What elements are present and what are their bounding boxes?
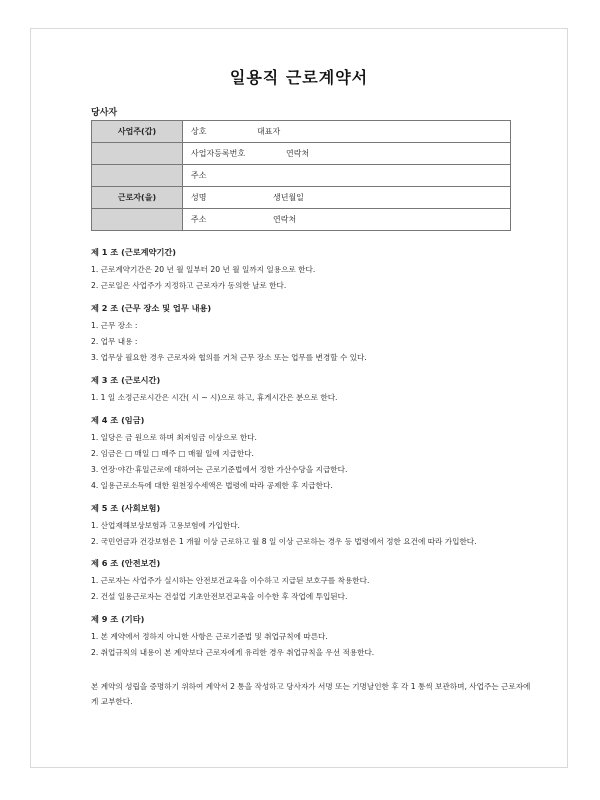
articles-section <box>91 247 531 709</box>
article-item: 2. 근로일은 사업주가 지정하고 근로자가 동의한 날로 한다. <box>91 281 287 290</box>
field-label: 상호 <box>191 127 207 136</box>
article-title: 제 4 조 (임금) <box>91 415 145 425</box>
article-item: 2. 업무 내용 : <box>91 337 138 346</box>
role-cell-empty <box>92 165 183 187</box>
article-item: 1. 근로계약기간은 20 년 월 일부터 20 년 월 일까지 일용으로 한다. <box>91 265 316 274</box>
article <box>91 415 531 494</box>
closing-statement: 본 계약의 성립을 증명하기 위하여 계약서 2 통을 작성하고 당사자가 서명 또는 기명날인한 후 각 1 통씩 보관하며, 사업주는 근로자에게 교부한다. <box>91 682 531 706</box>
table-row <box>92 209 511 231</box>
article <box>91 375 531 406</box>
article-title: 제 9 조 (기타) <box>91 614 145 624</box>
article-title: 제 2 조 (근무 장소 및 업무 내용) <box>91 303 212 313</box>
article-item: 1. 산업재해보상보험과 고용보험에 가입한다. <box>91 521 240 530</box>
table-row <box>92 165 511 187</box>
field-label: 주소 <box>191 171 207 180</box>
document-title: 일용직 근로계약서 <box>229 68 369 87</box>
table-cell <box>183 187 511 209</box>
article-item: 2. 건설 일용근로자는 건설업 기초안전보건교육을 이수한 후 작업에 투입된다. <box>91 592 348 601</box>
field-label: 주소 <box>191 215 207 224</box>
article-title: 제 6 조 (안전보건) <box>91 558 161 568</box>
article-item: 4. 일용근로소득에 대한 원천징수세액은 법령에 따라 공제한 후 지급한다. <box>91 481 333 490</box>
parties-heading: 당사자 <box>91 108 118 118</box>
article-item: 1. 본 계약에서 정하지 아니한 사항은 근로기준법 및 취업규칙에 따른다. <box>91 632 328 641</box>
field-label: 생년월일 <box>273 193 304 202</box>
article <box>91 558 531 605</box>
article-item: 1. 근로자는 사업주가 실시하는 안전보건교육을 이수하고 지급된 보호구를 착용한다. <box>91 576 370 585</box>
role-cell-empty <box>92 143 183 165</box>
article <box>91 503 531 549</box>
field-label: 성명 <box>191 193 207 202</box>
table-cell <box>183 143 511 165</box>
article-item: 2. 국민연금과 건강보험은 1 개월 이상 근로하고 월 8 일 이상 근로하는 경우 등 법령에서 정한 요건에 따라 가입한다. <box>91 537 477 546</box>
worker-role-cell: 근로자(을) <box>92 187 183 209</box>
article <box>91 303 531 366</box>
article-item: 3. 연장·야간·휴일근로에 대하여는 근로기준법에서 정한 가산수당을 지급한다. <box>91 465 348 474</box>
article-item: 2. 취업규칙의 내용이 본 계약보다 근로자에게 유리한 경우 취업규칙을 우선 적용한다. <box>91 648 375 657</box>
field-label: 연락처 <box>273 215 297 224</box>
article-title: 제 3 조 (근로시간) <box>91 375 161 385</box>
article-item: 1. 일당은 금 원으로 하며 최저임금 이상으로 한다. <box>91 433 257 442</box>
article-item: 3. 업무상 필요한 경우 근로자와 협의를 거쳐 근무 장소 또는 업무를 변경할 수 있다. <box>91 353 367 362</box>
table-row <box>92 143 511 165</box>
article-title: 제 5 조 (사회보험) <box>91 503 161 513</box>
article <box>91 247 531 294</box>
field-label: 사업자등록번호 <box>191 149 246 158</box>
table-cell <box>183 209 511 231</box>
table-cell <box>183 165 511 187</box>
field-label: 연락처 <box>286 149 310 158</box>
table-cell <box>183 121 511 143</box>
field-label: 대표자 <box>257 127 281 136</box>
employer-role-cell: 사업주(갑) <box>92 121 183 143</box>
article-item: 2. 임금은 □ 매일 □ 매주 □ 매월 일에 지급한다. <box>91 449 254 458</box>
article <box>91 614 531 661</box>
article-item: 1. 근무 장소 : <box>91 321 138 330</box>
role-cell-empty <box>92 209 183 231</box>
article-item: 1. 1 일 소정근로시간은 시간( 시 ~ 시)으로 하고, 휴게시간은 분으로 한다. <box>91 393 338 402</box>
parties-table <box>91 120 511 231</box>
table-row <box>92 187 511 209</box>
table-row <box>92 121 511 143</box>
article-title: 제 1 조 (근로계약기간) <box>91 247 177 257</box>
contract-page <box>30 28 568 768</box>
